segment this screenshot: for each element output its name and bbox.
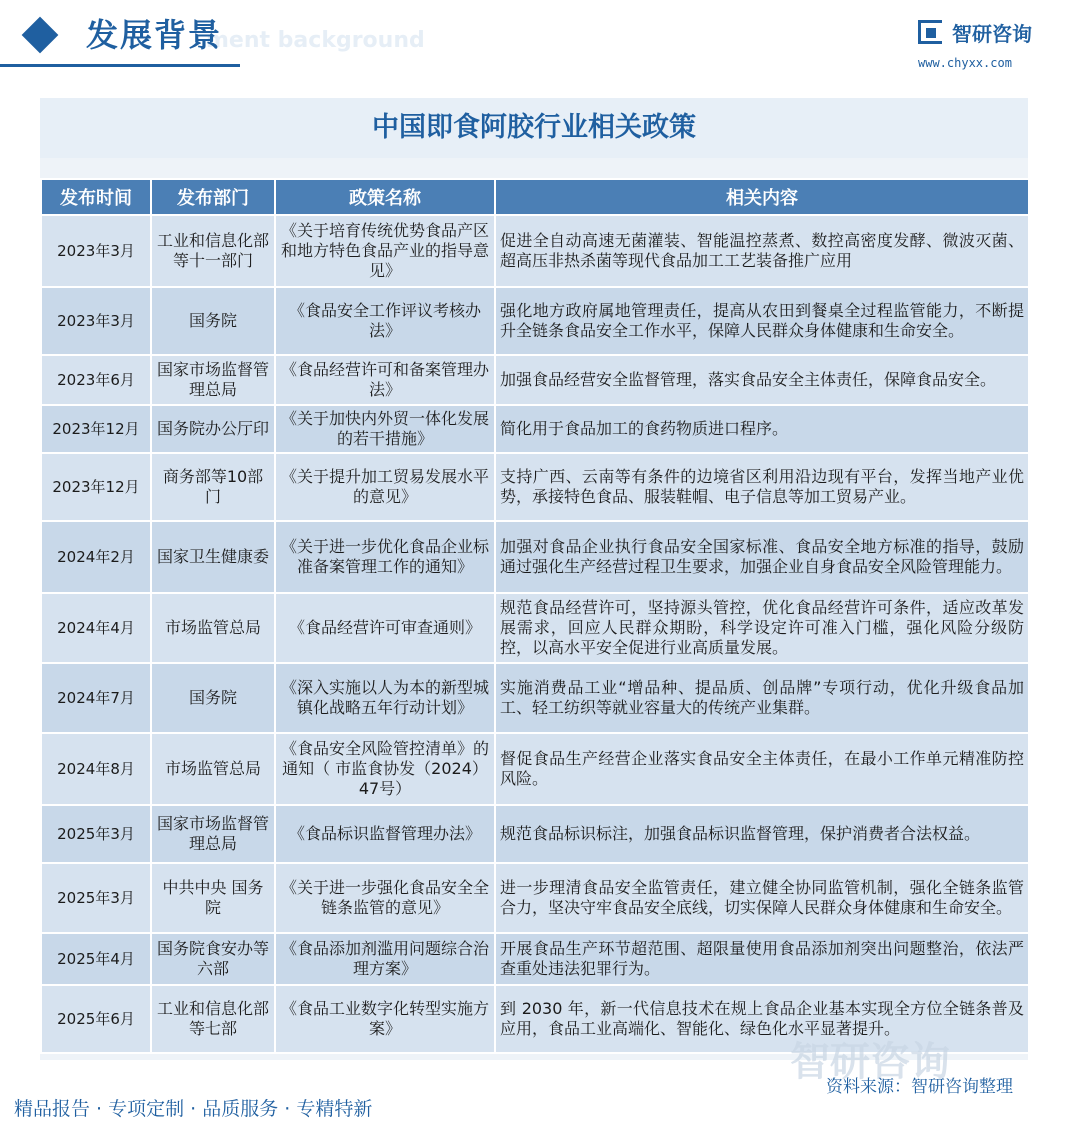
cell-dept: 工业和信息化部等七部 [151,985,275,1053]
cell-policy-name: 《关于加快内外贸一体化发展的若干措施》 [275,405,495,453]
cell-policy-name: 《关于进一步强化食品安全全链条监管的意见》 [275,863,495,933]
cell-dept: 市场监管总局 [151,593,275,663]
cell-content: 加强对食品企业执行食品安全国家标准、食品安全地方标准的指导，鼓励通过强化生产经营过程卫生要求，加强企业自身食品安全风险管理能力。 [495,521,1029,593]
cell-content: 规范食品经营许可，坚持源头管控，优化食品经营许可条件，适应改革发展需求，回应人民群众期盼，科学设定许可准入门槛，强化风险分级防控，以高水平安全促进行业高质量发展。 [495,593,1029,663]
table-row [41,805,1029,863]
table-row [41,733,1029,805]
cell-dept: 国务院办公厅印 [151,405,275,453]
cell-content: 到 2030 年，新一代信息技术在规上食品企业基本实现全方位全链条普及应用，食品工业高端化、智能化、绿色化水平显著提升。 [495,985,1029,1053]
cell-policy-name: 《关于提升加工贸易发展水平的意见》 [275,453,495,521]
cell-dept: 国家市场监督管理总局 [151,805,275,863]
column-header-dept: 发布部门 [151,179,275,215]
cell-content: 强化地方政府属地管理责任，提高从农田到餐桌全过程监管能力，不断提升全链条食品安全工作水平，保障人民群众身体健康和生命安全。 [495,287,1029,355]
cell-date: 2024年2月 [41,521,151,593]
logo-icon [918,20,942,44]
logo-name: 智研咨询 [952,22,1032,46]
cell-date: 2025年4月 [41,933,151,985]
diamond-icon [22,17,59,54]
table-row [41,287,1029,355]
cell-policy-name: 《食品安全工作评议考核办法》 [275,287,495,355]
table-row [41,453,1029,521]
cell-date: 2023年6月 [41,355,151,405]
cell-dept: 国务院食安办等六部 [151,933,275,985]
column-header-policy: 政策名称 [275,179,495,215]
table-row [41,933,1029,985]
cell-date: 2023年12月 [41,405,151,453]
cell-content: 开展食品生产环节超范围、超限量使用食品添加剂突出问题整治，依法严查重处违法犯罪行为。 [495,933,1029,985]
logo-url: www.chyxx.com [918,56,1012,70]
cell-policy-name: 《食品安全风险管控清单》的通知（ 市监食协发（2024）47号） [275,733,495,805]
policy-table [40,178,1030,1054]
cell-date: 2024年8月 [41,733,151,805]
cell-dept: 国家卫生健康委 [151,521,275,593]
cell-date: 2024年7月 [41,663,151,733]
cell-content: 简化用于食品加工的食药物质进口程序。 [495,405,1029,453]
cell-content: 加强食品经营安全监督管理，落实食品安全主体责任，保障食品安全。 [495,355,1029,405]
source-note: 资料来源：智研咨询整理 [826,1077,1013,1097]
cell-dept: 国务院 [151,663,275,733]
table-header-row [41,179,1029,215]
cell-policy-name: 《食品经营许可和备案管理办法》 [275,355,495,405]
cell-content: 支持广西、云南等有条件的边境省区利用沿边现有平台，发挥当地产业优势，承接特色食品、服装鞋帽、电子信息等加工贸易产业。 [495,453,1029,521]
cell-date: 2025年6月 [41,985,151,1053]
cell-dept: 国家市场监督管理总局 [151,355,275,405]
cell-content: 实施消费品工业“增品种、提品质、创品牌”专项行动，优化升级食品加工、轻工纺织等就业容量大的传统产业集群。 [495,663,1029,733]
section-title: 发展背景 [86,16,223,54]
cell-policy-name: 《关于进一步优化食品企业标准备案管理工作的通知》 [275,521,495,593]
header-underline [0,64,240,67]
cell-date: 2025年3月 [41,863,151,933]
table-row [41,215,1029,287]
table-row [41,405,1029,453]
table-body [41,215,1029,1053]
column-header-date: 发布时间 [41,179,151,215]
table-row [41,663,1029,733]
cell-dept: 国务院 [151,287,275,355]
footer-slogan: 精品报告 · 专项定制 · 品质服务 · 专精特新 [14,1098,373,1120]
cell-dept: 商务部等10部门 [151,453,275,521]
table-row [41,593,1029,663]
watermark: 智研咨询 [790,1039,950,1085]
cell-dept: 市场监管总局 [151,733,275,805]
cell-policy-name: 《食品工业数字化转型实施方案》 [275,985,495,1053]
table-row [41,863,1029,933]
header-ghost-text: ment background [206,28,425,53]
column-header-content: 相关内容 [495,179,1029,215]
table-row [41,355,1029,405]
cell-policy-name: 《食品标识监督管理办法》 [275,805,495,863]
cell-date: 2024年4月 [41,593,151,663]
cell-date: 2023年12月 [41,453,151,521]
cell-policy-name: 《食品经营许可审查通则》 [275,593,495,663]
cell-policy-name: 《关于培育传统优势食品产区和地方特色食品产业的指导意见》 [275,215,495,287]
cell-content: 进一步理清食品安全监管责任，建立健全协同监管机制，强化全链条监管合力，坚决守牢食品安全底线，切实保障人民群众身体健康和生命安全。 [495,863,1029,933]
cell-dept: 中共中央 国务院 [151,863,275,933]
cell-policy-name: 《食品添加剂滥用问题综合治理方案》 [275,933,495,985]
cell-date: 2025年3月 [41,805,151,863]
cell-date: 2023年3月 [41,287,151,355]
cell-content: 规范食品标识标注，加强食品标识监督管理，保护消费者合法权益。 [495,805,1029,863]
cell-policy-name: 《深入实施以人为本的新型城镇化战略五年行动计划》 [275,663,495,733]
cell-dept: 工业和信息化部等十一部门 [151,215,275,287]
table-title: 中国即食阿胶行业相关政策 [40,98,1028,158]
cell-content: 督促食品生产经营企业落实食品安全主体责任，在最小工作单元精准防控风险。 [495,733,1029,805]
cell-date: 2023年3月 [41,215,151,287]
cell-content: 促进全自动高速无菌灌装、智能温控蒸煮、数控高密度发酵、微波灭菌、超高压非热杀菌等现代食品加工工艺装备推广应用 [495,215,1029,287]
table-row [41,521,1029,593]
